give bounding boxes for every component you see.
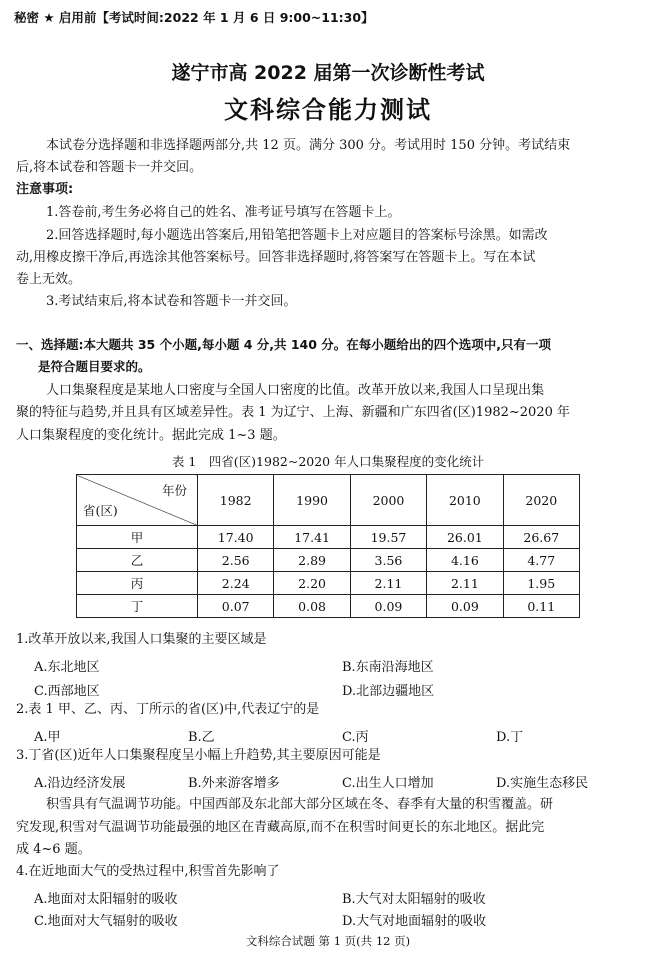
year-header: 2000 bbox=[350, 475, 426, 526]
question-4-stem: 4.在近地面大气的受热过程中,积雪首先影响了 bbox=[16, 864, 280, 879]
table-cell: 0.11 bbox=[503, 595, 579, 618]
q2-option-b: B.乙 bbox=[188, 730, 215, 745]
notice-heading: 注意事项: bbox=[16, 182, 74, 197]
q1-option-d: D.北部边疆地区 bbox=[342, 684, 435, 699]
notice-item-2-line-1: 2.回答选择题时,每小题选出答案后,用铅笔把答题卡上对应题目的答案标号涂黑。如需改 bbox=[46, 228, 548, 243]
table-cell: 3.56 bbox=[350, 549, 426, 572]
notice-item-2-line-3: 卷上无效。 bbox=[16, 272, 82, 287]
intro-line-2: 后,将本试卷和答题卡一并交回。 bbox=[16, 160, 203, 175]
province-name: 丁 bbox=[77, 595, 198, 618]
section-heading-line-2: 是符合题目要求的。 bbox=[38, 359, 151, 374]
passage1-line-2: 聚的特征与趋势,并且具有区域差异性。表 1 为辽宁、上海、新疆和广东四省(区)1982~2020 年 bbox=[16, 405, 571, 420]
page-footer: 文科综合试题 第 1 页(共 12 页) bbox=[245, 934, 411, 948]
table-cell: 0.09 bbox=[427, 595, 503, 618]
table-row bbox=[77, 549, 580, 572]
table-cell: 0.07 bbox=[198, 595, 274, 618]
q4-option-d: D.大气对地面辐射的吸收 bbox=[342, 914, 487, 929]
table-cell: 4.77 bbox=[503, 549, 579, 572]
year-header: 1990 bbox=[274, 475, 350, 526]
q3-option-c: C.出生人口增加 bbox=[342, 776, 434, 791]
notice-item-2-line-2: 动,用橡皮擦干净后,再选涂其他答案标号。回答非选择题时,将答案写在答题卡上。写在本试 bbox=[16, 250, 536, 265]
question-2-stem: 2.表 1 甲、乙、丙、丁所示的省(区)中,代表辽宁的是 bbox=[16, 702, 320, 717]
exam-time: 【考试时间:2022 年 1 月 6 日 9:00~11:30】 bbox=[96, 10, 374, 25]
q2-option-c: C.丙 bbox=[342, 730, 369, 745]
table-caption: 表 1 四省(区)1982~2020 年人口集聚程度的变化统计 bbox=[171, 454, 485, 469]
table-cell: 4.16 bbox=[427, 549, 503, 572]
q2-option-d: D.丁 bbox=[496, 730, 524, 745]
corner-year-label: 年份 bbox=[161, 483, 187, 498]
province-name: 乙 bbox=[77, 549, 198, 572]
table-row bbox=[77, 526, 580, 549]
question-1-stem: 1.改革开放以来,我国人口集聚的主要区域是 bbox=[16, 632, 267, 647]
q4-option-c: C.地面对大气辐射的吸收 bbox=[34, 914, 178, 929]
table-cell: 17.40 bbox=[198, 526, 274, 549]
exam-title: 遂宁市高 2022 届第一次诊断性考试 bbox=[171, 62, 485, 84]
table-cell: 2.11 bbox=[427, 572, 503, 595]
table-cell: 19.57 bbox=[350, 526, 426, 549]
table-cell: 2.20 bbox=[274, 572, 350, 595]
q4-option-b: B.大气对太阳辐射的吸收 bbox=[342, 892, 486, 907]
table-row bbox=[77, 572, 580, 595]
q3-option-b: B.外来游客增多 bbox=[188, 776, 280, 791]
q3-option-a: A.沿边经济发展 bbox=[34, 776, 126, 791]
q4-option-a: A.地面对太阳辐射的吸收 bbox=[34, 892, 178, 907]
year-header: 1982 bbox=[198, 475, 274, 526]
notice-item-3: 3.考试结束后,将本试卷和答题卡一并交回。 bbox=[46, 294, 297, 309]
province-name: 丙 bbox=[77, 572, 198, 595]
passage1-line-1: 人口集聚程度是某地人口密度与全国人口密度的比值。改革开放以来,我国人口呈现出集 bbox=[46, 383, 545, 398]
table-cell: 26.01 bbox=[427, 526, 503, 549]
table-cell: 2.24 bbox=[198, 572, 274, 595]
table-cell: 17.41 bbox=[274, 526, 350, 549]
q1-option-a: A.东北地区 bbox=[34, 660, 100, 675]
table-cell: 2.11 bbox=[350, 572, 426, 595]
header-line bbox=[14, 10, 374, 26]
table-cell: 2.89 bbox=[274, 549, 350, 572]
q3-option-d: D.实施生态移民 bbox=[496, 776, 589, 791]
passage2-line-1: 积雪具有气温调节功能。中国西部及东北部大部分区域在冬、春季有大量的积雪覆盖。研 bbox=[46, 797, 554, 812]
q1-option-c: C.西部地区 bbox=[34, 684, 100, 699]
passage2-line-3: 成 4~6 题。 bbox=[16, 842, 91, 857]
passage2-line-2: 究发现,积雪对气温调节功能最强的地区在青藏高原,而不在积雪时间更长的东北地区。据此完 bbox=[16, 820, 545, 835]
corner-province-label: 省(区) bbox=[83, 503, 118, 518]
table-cell: 2.56 bbox=[198, 549, 274, 572]
section-heading-line-1: 一、选择题:本大题共 35 个小题,每小题 4 分,共 140 分。在每小题给出的四个选项中,只有一项 bbox=[16, 337, 552, 352]
question-3-stem: 3.丁省(区)近年人口集聚程度呈小幅上升趋势,其主要原因可能是 bbox=[16, 748, 381, 763]
table-cell: 0.08 bbox=[274, 595, 350, 618]
table-cell: 26.67 bbox=[503, 526, 579, 549]
population-table bbox=[76, 474, 580, 618]
q2-option-a: A.甲 bbox=[34, 730, 61, 745]
secret-label: 秘密 ★ 启用前 bbox=[14, 10, 97, 25]
q1-option-b: B.东南沿海地区 bbox=[342, 660, 434, 675]
table-row bbox=[77, 595, 580, 618]
year-header: 2020 bbox=[503, 475, 579, 526]
intro-line-1: 本试卷分选择题和非选择题两部分,共 12 页。满分 300 分。考试用时 150 分钟。考试结束 bbox=[46, 138, 571, 153]
notice-item-1: 1.答卷前,考生务必将自己的姓名、准考证号填写在答题卡上。 bbox=[46, 205, 401, 220]
passage1-line-3: 人口集聚程度的变化统计。据此完成 1~3 题。 bbox=[16, 428, 286, 443]
table-cell: 0.09 bbox=[350, 595, 426, 618]
table-cell: 1.95 bbox=[503, 572, 579, 595]
table-header-row bbox=[77, 475, 580, 526]
exam-subject: 文科综合能力测试 bbox=[224, 96, 432, 124]
province-name: 甲 bbox=[77, 526, 198, 549]
table-corner-cell bbox=[77, 475, 198, 526]
year-header: 2010 bbox=[427, 475, 503, 526]
